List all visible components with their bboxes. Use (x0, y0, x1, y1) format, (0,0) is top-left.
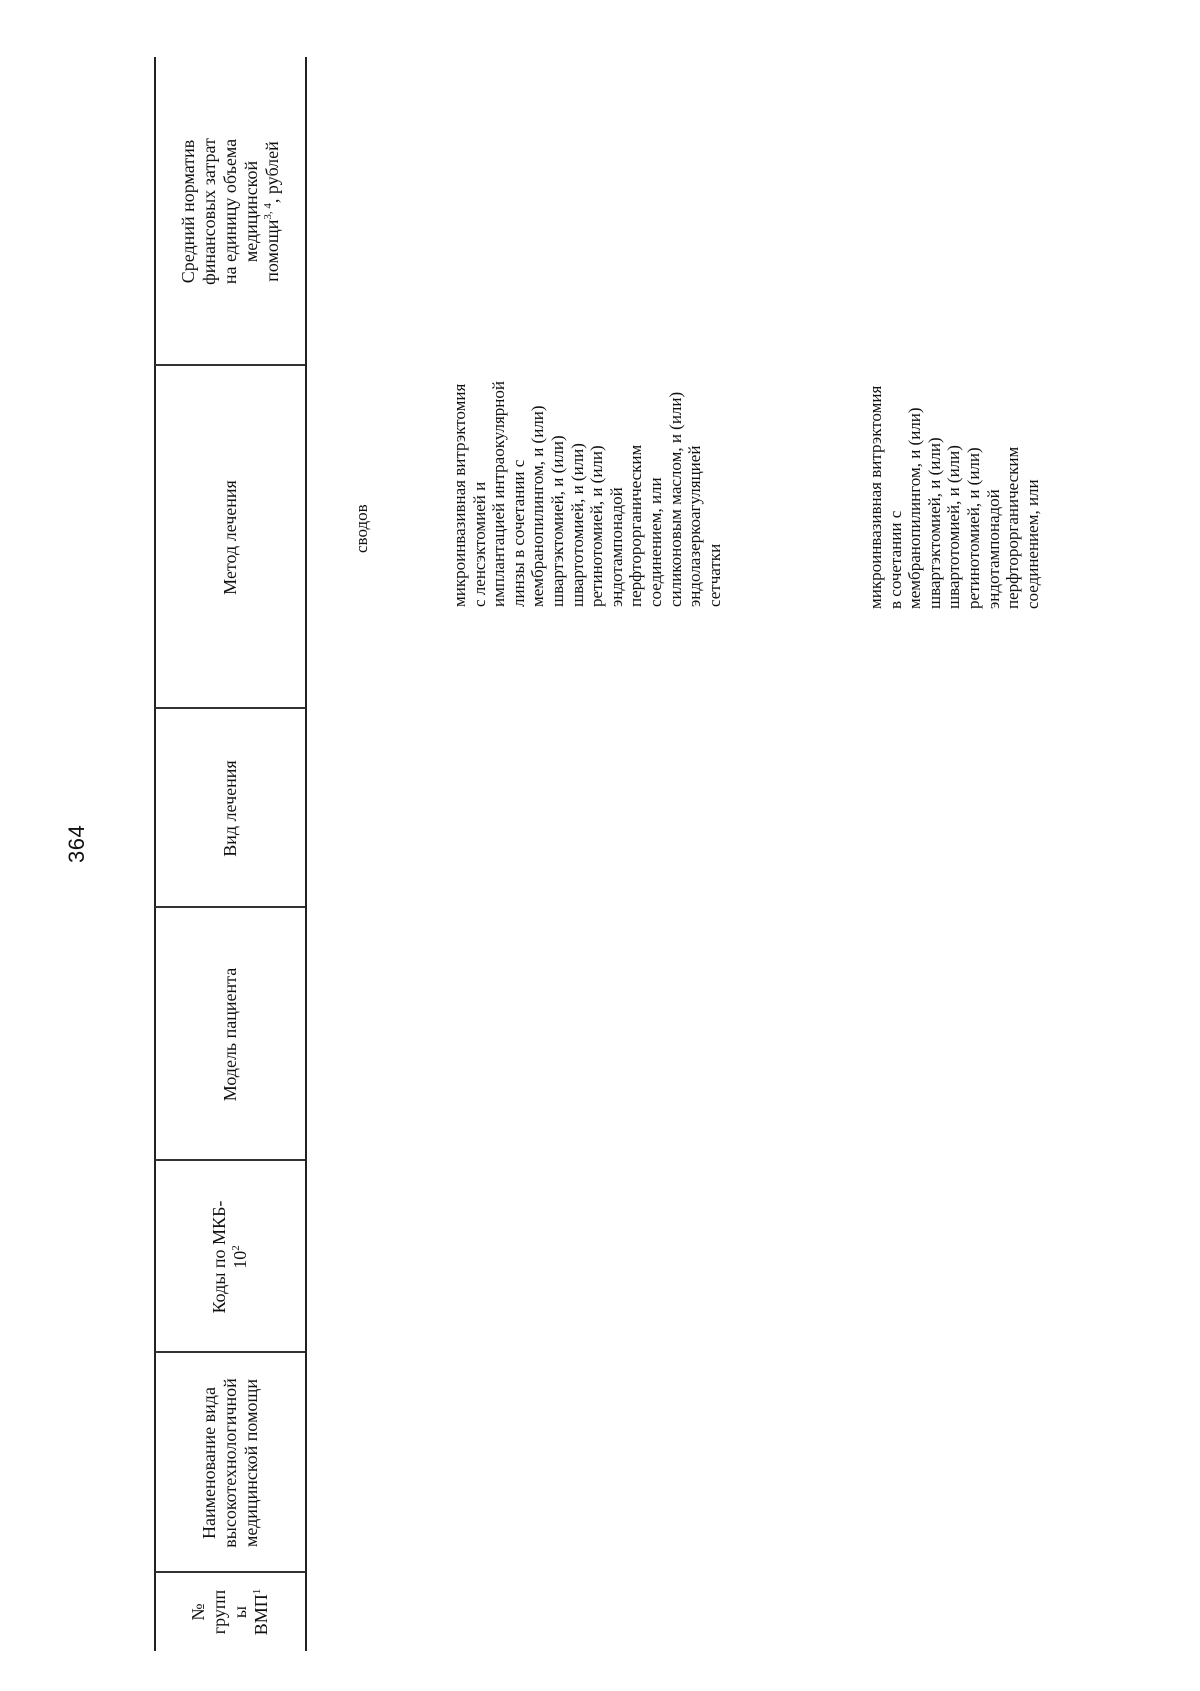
table-header-bottom-border (305, 57, 307, 1651)
header-group-number: № групп ы ВМП$^1$ (188, 1588, 271, 1636)
page-number: 364 (64, 824, 89, 863)
header-patient-model: Модель пациента (219, 967, 240, 1102)
header-average-cost: Средний норматив финансовых затрат на единицу объема медицинской помощи$^{3, 4}$, рублей (177, 138, 282, 285)
header-vmp-name: Наименование вида высокотехнологичной медицинской помощи (198, 1378, 261, 1548)
method-fragment-3: микроинвазивная витрэктомия в сочетании с мембранопилингом, и (или) швартэктомией, и (или) швартотомией, и (или) ретинотомией, и (или) эндотампонадой перфторорганическим соединением, или (866, 385, 1042, 609)
header-treatment-method: Метод лечения (219, 480, 240, 595)
method-fragment-2: микроинвазивная витрэктомия с ленсэктомией и имплантацией интраокулярной линзы в сочетании с мембранопилингом, и (или) швартэктомией, и (или) швартотомией, и (или) ретинотомией, и (или) эндотампонадой перфторорганическим соединением, или силиконовым маслом, и (или) эндолазеркоагуляцией сетчатки (450, 381, 724, 607)
method-fragment-1: сводов (352, 504, 371, 553)
header-treatment-type: Вид лечения (219, 760, 240, 857)
header-icd-codes: Коды по МКБ- $10^2$ (209, 1200, 250, 1314)
